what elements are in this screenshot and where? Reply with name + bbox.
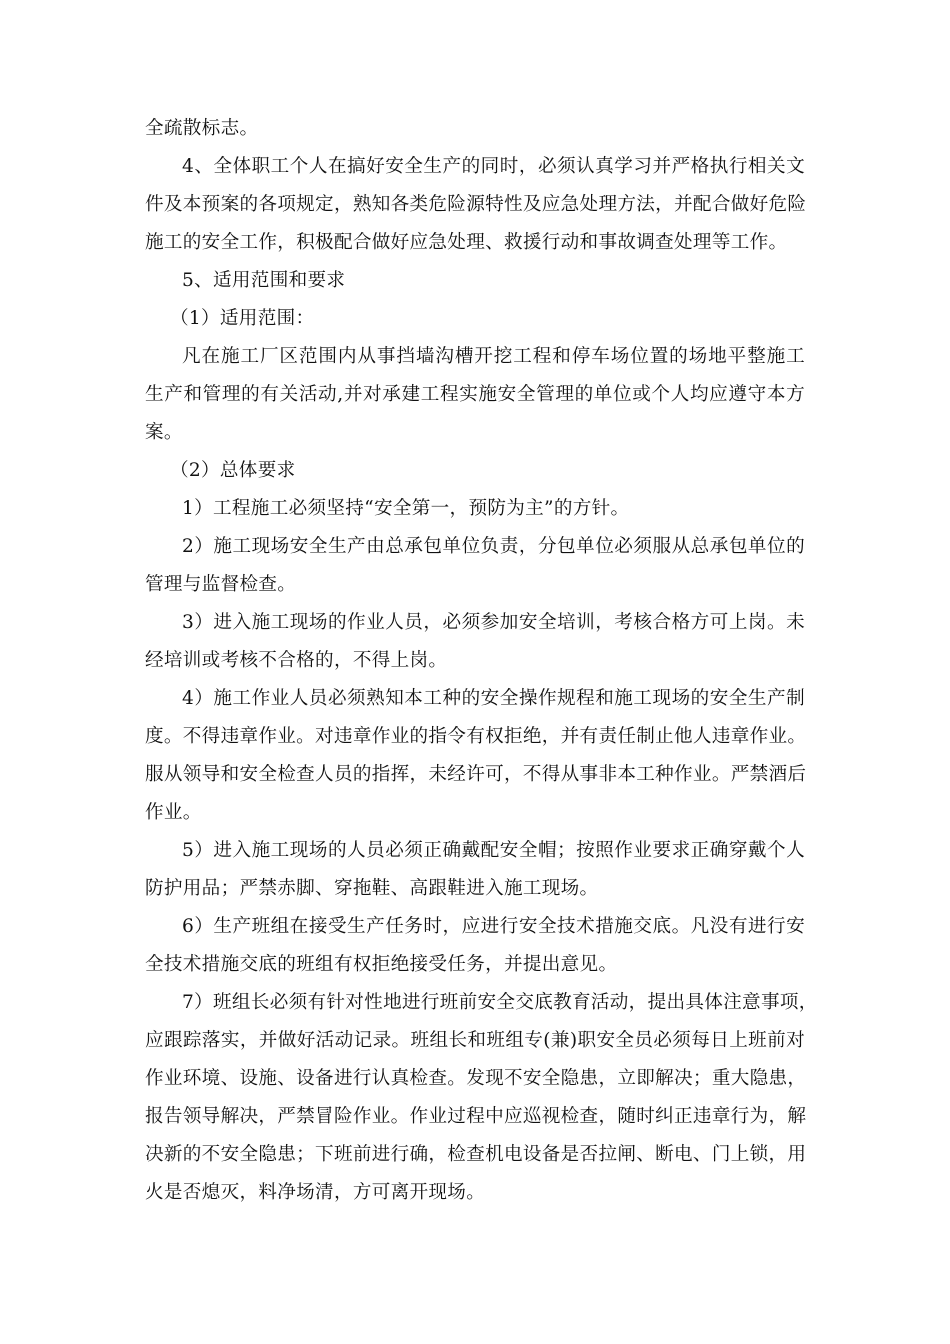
text-line: 决新的不安全隐患；下班前进行确，检查机电设备是否拉闸、断电、门上锁，用 [145,1144,807,1165]
text-line: 4）施工作业人员必须熟知本工种的安全操作规程和施工现场的安全生产制 [182,688,805,709]
text-line: 经培训或考核不合格的，不得上岗。 [145,650,448,671]
text-line: 火是否熄灭，料净场清，方可离开现场。 [145,1182,486,1203]
text-line: 施工的安全工作，积极配合做好应急处理、救援行动和事故调查处理等工作。 [145,232,788,253]
subsection-heading: （2）总体要求 [170,460,296,481]
text-line: 5）进入施工现场的人员必须正确戴配安全帽；按照作业要求正确穿戴个人 [182,840,805,861]
text-line: 件及本预案的各项规定，熟知各类危险源特性及应急处理方法，并配合做好危险 [145,194,807,215]
text-line: 作业环境、设施、设备进行认真检查。发现不安全隐患，立即解决；重大隐患， [145,1068,807,1089]
text-line: 4、全体职工个人在搞好安全生产的同时，必须认真学习并严格执行相关文 [182,156,805,177]
text-line: 报告领导解决，严禁冒险作业。作业过程中应巡视检查，随时纠正违章行为，解 [145,1106,807,1127]
section-heading: 5、适用范围和要求 [182,270,346,291]
text-line: 凡在施工厂区范围内从事挡墙沟槽开挖工程和停车场位置的场地平整施工 [182,346,805,367]
text-line: 全技术措施交底的班组有权拒绝接受任务，并提出意见。 [145,954,618,975]
text-line: 度。不得违章作业。对违章作业的指令有权拒绝，并有责任制止他人违章作业。 [145,726,807,747]
text-line: 全疏散标志。 [145,118,259,139]
text-line: 生产和管理的有关活动,并对承建工程实施安全管理的单位或个人均应遵守本方 [145,384,805,405]
text-line: 作业。 [145,802,202,823]
text-line: 管理与监督检查。 [145,574,297,595]
text-line: 应跟踪落实，并做好活动记录。班组长和班组专(兼)职安全员必须每日上班前对 [145,1030,805,1051]
subsection-heading: （1）适用范围： [170,308,315,329]
text-line: 3）进入施工现场的作业人员，必须参加安全培训，考核合格方可上岗。未 [182,612,805,633]
text-line: 防护用品；严禁赤脚、穿拖鞋、高跟鞋进入施工现场。 [145,878,599,899]
text-line: 6）生产班组在接受生产任务时，应进行安全技术措施交底。凡没有进行安 [182,916,805,937]
text-line: 7）班组长必须有针对性地进行班前安全交底教育活动，提出具体注意事项， [182,992,818,1013]
text-line: 案。 [145,422,183,443]
text-line: 服从领导和安全检查人员的指挥，未经许可，不得从事非本工种作业。严禁酒后 [145,764,807,785]
text-line: 2）施工现场安全生产由总承包单位负责，分包单位必须服从总承包单位的 [182,536,805,557]
text-line: 1）工程施工必须坚持“安全第一，预防为主”的方针。 [182,498,630,519]
